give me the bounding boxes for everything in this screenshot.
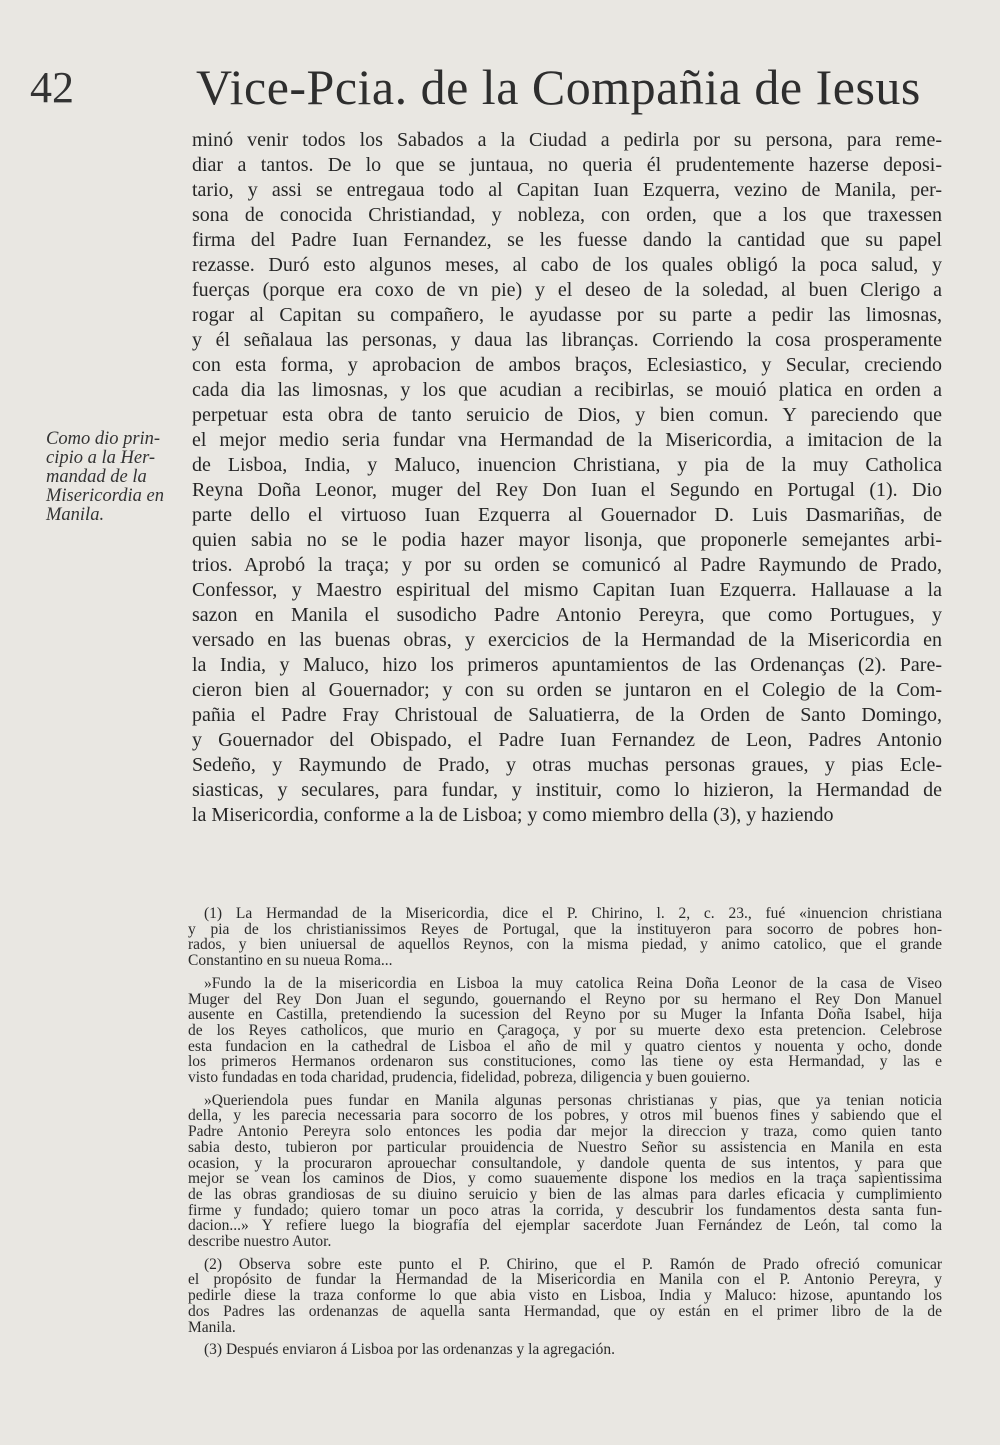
footnote-line: ausente en Castilla, pretendiendo la sucession del Reyno por su Muger la Infanta Doña Isabel, hija — [188, 1006, 942, 1024]
footnote-line: Muger del Rey Don Juan el segundo, gouernando el Reyno por su hermano el Rey Don Manuel — [188, 990, 942, 1008]
footnote — [188, 1257, 942, 1336]
footnote-line: el propósito de fundar la Hermandad de la Misericordia en Manila con el P. Antonio Pereyra, y — [188, 1271, 942, 1289]
body-line: y él señalaua las personas, y daua las libranças. Corriendo la cosa prosperamente — [192, 329, 942, 351]
running-title: Vice-Pcia. de la Compañia de Iesus — [196, 59, 921, 115]
footnote-line: della, y les parecia necessaria para socorro de los pobres, y otros mil buenos fines y sabiendo que el — [188, 1107, 942, 1125]
body-line: perpetuar esta obra de tanto seruicio de Dios, y bien comun. Y pareciendo que — [192, 404, 942, 426]
body-line: sona de conocida Christiandad, y nobleza, con orden, que a los que traxessen — [192, 204, 942, 226]
body-line: cada dia las limosnas, y los que acudian a recibirlas, se mouió platica en orden a — [192, 379, 942, 401]
footnote-line: Constantino en su nueua Roma... — [188, 952, 393, 970]
body-line: sazon en Manila el susodicho Padre Antonio Pereyra, que como Portugues, y — [192, 604, 942, 626]
margin-note-line: mandad de la — [46, 467, 147, 487]
footnotes — [188, 906, 942, 1365]
footnote-line: los primeros Hermanos ordenaron sus constituciones, como las tiene oy esta Hermandad, y las e — [188, 1053, 942, 1071]
footnote-line: y pia de los christianissimos Reyes de Portugal, que la instituyeron para socorro de pobres hon- — [188, 920, 942, 938]
footnote-line: de las obras grandiosas de su diuino seruicio y bien de las almas para darles eficacia y cumplimiento — [188, 1185, 942, 1203]
margin-note-line: Como dio prin- — [46, 429, 161, 449]
footnote — [188, 1342, 942, 1358]
body-line: y Gouernador del Obispado, el Padre Iuan Fernandez de Leon, Padres Antonio — [192, 729, 942, 751]
footnote-line: ocasion, y la procuraron aprouechar consultandole, y dandole quenta de sus intentos, y para que — [188, 1154, 942, 1172]
footnote-line: de los Reyes catholicos, que murio en Çaragoça, y por su muerte dexo esta pretencion. Celebrose — [188, 1021, 942, 1039]
body-line: con esta forma, y aprobacion de ambos braços, Eclesiastico, y Secular, creciendo — [192, 354, 942, 376]
footnote — [188, 906, 942, 969]
footnote-line: »Fundo la de la misericordia en Lisboa la muy catolica Reina Doña Leonor de la casa de Viseo — [204, 974, 942, 992]
footnote-line: Manila. — [188, 1318, 236, 1336]
body-line: de Lisboa, India, y Maluco, inuencion Christiana, y pia de la muy Catholica — [192, 454, 942, 476]
footnote-line: pedirle diese la traza conforme lo que abia visto en Lisboa, India y Maluco: hizose, apuntando los — [188, 1287, 942, 1305]
footnote-line: describe nuestro Autor. — [188, 1233, 332, 1251]
body-line: diar a tantos. De lo que se juntaua, no queria él prudentemente hazerse deposi- — [192, 154, 942, 176]
body-line: la Misericordia, conforme a la de Lisboa; y como miembro della (3), y haziendo — [192, 804, 834, 826]
body-line: minó venir todos los Sabados a la Ciudad a pedirla por su persona, para reme- — [192, 129, 942, 151]
footnote-line: firme y fundado; quiero tomar un poco atras la corrida, y descubrir los fundamentos desta santa fun- — [188, 1201, 942, 1219]
body-line: fuerças (porque era coxo de vn pie) y el deseo de la soledad, al buen Clerigo a — [192, 279, 942, 301]
body-line: siasticas, y seculares, para fundar, y instituir, como lo hizieron, la Hermandad de — [192, 779, 942, 801]
body-line: rogar al Capitan su compañero, le ayudasse por su parte a pedir las limosnas, — [192, 304, 942, 326]
footnote-line: »Queriendola pues fundar en Manila algunas personas christianas y pias, que ya tenian noticia — [204, 1091, 942, 1109]
body-line: el mejor medio seria fundar vna Hermandad de la Misericordia, a imitacion de la — [192, 429, 942, 451]
body-text — [192, 128, 942, 828]
body-line: cieron bien al Gouernador; y con su orden se juntaron en el Colegio de la Com- — [192, 679, 942, 701]
body-line: tario, y assi se entregaua todo al Capitan Iuan Ezquerra, vezino de Manila, per- — [192, 179, 942, 201]
footnote-line: (3) Después enviaron á Lisboa por las ordenanzas y la agregación. — [204, 1341, 616, 1359]
footnote-line: esta fundacion en la cathedral de Lisboa el año de mil y quatro cientos y nouenta y ocho, donde — [188, 1037, 942, 1055]
footnote-line: visto fundadas en toda charidad, prudencia, fidelidad, pobreza, diligencia y buen gouierno. — [188, 1069, 751, 1087]
margin-note-line: Manila. — [46, 505, 105, 525]
margin-note-line: Misericordia en — [46, 486, 165, 506]
footnote-line: Padre Antonio Pereyra solo entonces les podia dar mejor la direccion y traza, como quien tanto — [188, 1123, 942, 1141]
body-line: firma del Padre Iuan Fernandez, se les fuesse dando la cantidad que su papel — [192, 229, 942, 251]
body-line: parte dello el virtuoso Iuan Ezquerra al Gouernador D. Luis Dasmariñas, de — [192, 504, 942, 526]
footnote — [188, 1093, 942, 1250]
footnote-line: (2) Observa sobre este punto el P. Chirino, que el P. Ramón de Prado ofreció comunicar — [204, 1255, 942, 1273]
body-line: Reyna Doña Leonor, muger del Rey Don Iuan el Segundo en Portugal (1). Dio — [192, 479, 942, 501]
page-number: 42 — [30, 63, 74, 112]
body-line: versado en las buenas obras, y exercicios de la Hermandad de la Misericordia en — [192, 629, 942, 651]
margin-note — [46, 430, 186, 525]
body-line: Confessor, y Maestro espiritual del mismo Capitan Iuan Ezquerra. Hallauase a la — [192, 579, 942, 601]
body-line: Sedeño, y Raymundo de Prado, y otras muchas personas graues, y pias Ecle- — [192, 754, 942, 776]
footnote-line: (1) La Hermandad de la Misericordia, dice el P. Chirino, l. 2, c. 23., fué «inuencion christiana — [204, 905, 942, 922]
footnote-line: rados, y bien uniuersal de aquellos Reynos, con la misma piedad, y animo catolico, que el grande — [188, 936, 942, 954]
footnote-line: mejor se vean los caminos de Dios, y como suauemente dispone los medios en la traça sapientissima — [188, 1170, 942, 1188]
footnote-line: dos Padres las ordenanzas de aquella santa Hermandad, que oy están en el primer libro de la de — [188, 1302, 942, 1320]
footnote — [188, 976, 942, 1086]
body-line: trios. Aprobó la traça; y por su orden se comunicó al Padre Raymundo de Prado, — [192, 554, 942, 576]
margin-note-line: cipio a la Her- — [46, 448, 156, 468]
footnote-line: sabia desto, tubieron por particular prouidencia de Nuestro Señor su assistencia en Manila en esta — [188, 1138, 942, 1156]
body-line: rezasse. Duró esto algunos meses, al cabo de los quales obligó la poca salud, y — [192, 254, 942, 276]
body-line: quien sabia no se le podia hazer mayor lisonja, que proponerle semejantes arbi- — [192, 529, 942, 551]
body-line: pañia el Padre Fray Christoual de Saluatierra, de la Orden de Santo Domingo, — [192, 704, 942, 726]
footnote-line: dacion...» Y refiere luego la biografía del ejemplar sacerdote Juan Fernández de León, tal como la — [188, 1217, 942, 1235]
body-line: la India, y Maluco, hizo los primeros apuntamientos de las Ordenanças (2). Pare- — [192, 654, 942, 676]
